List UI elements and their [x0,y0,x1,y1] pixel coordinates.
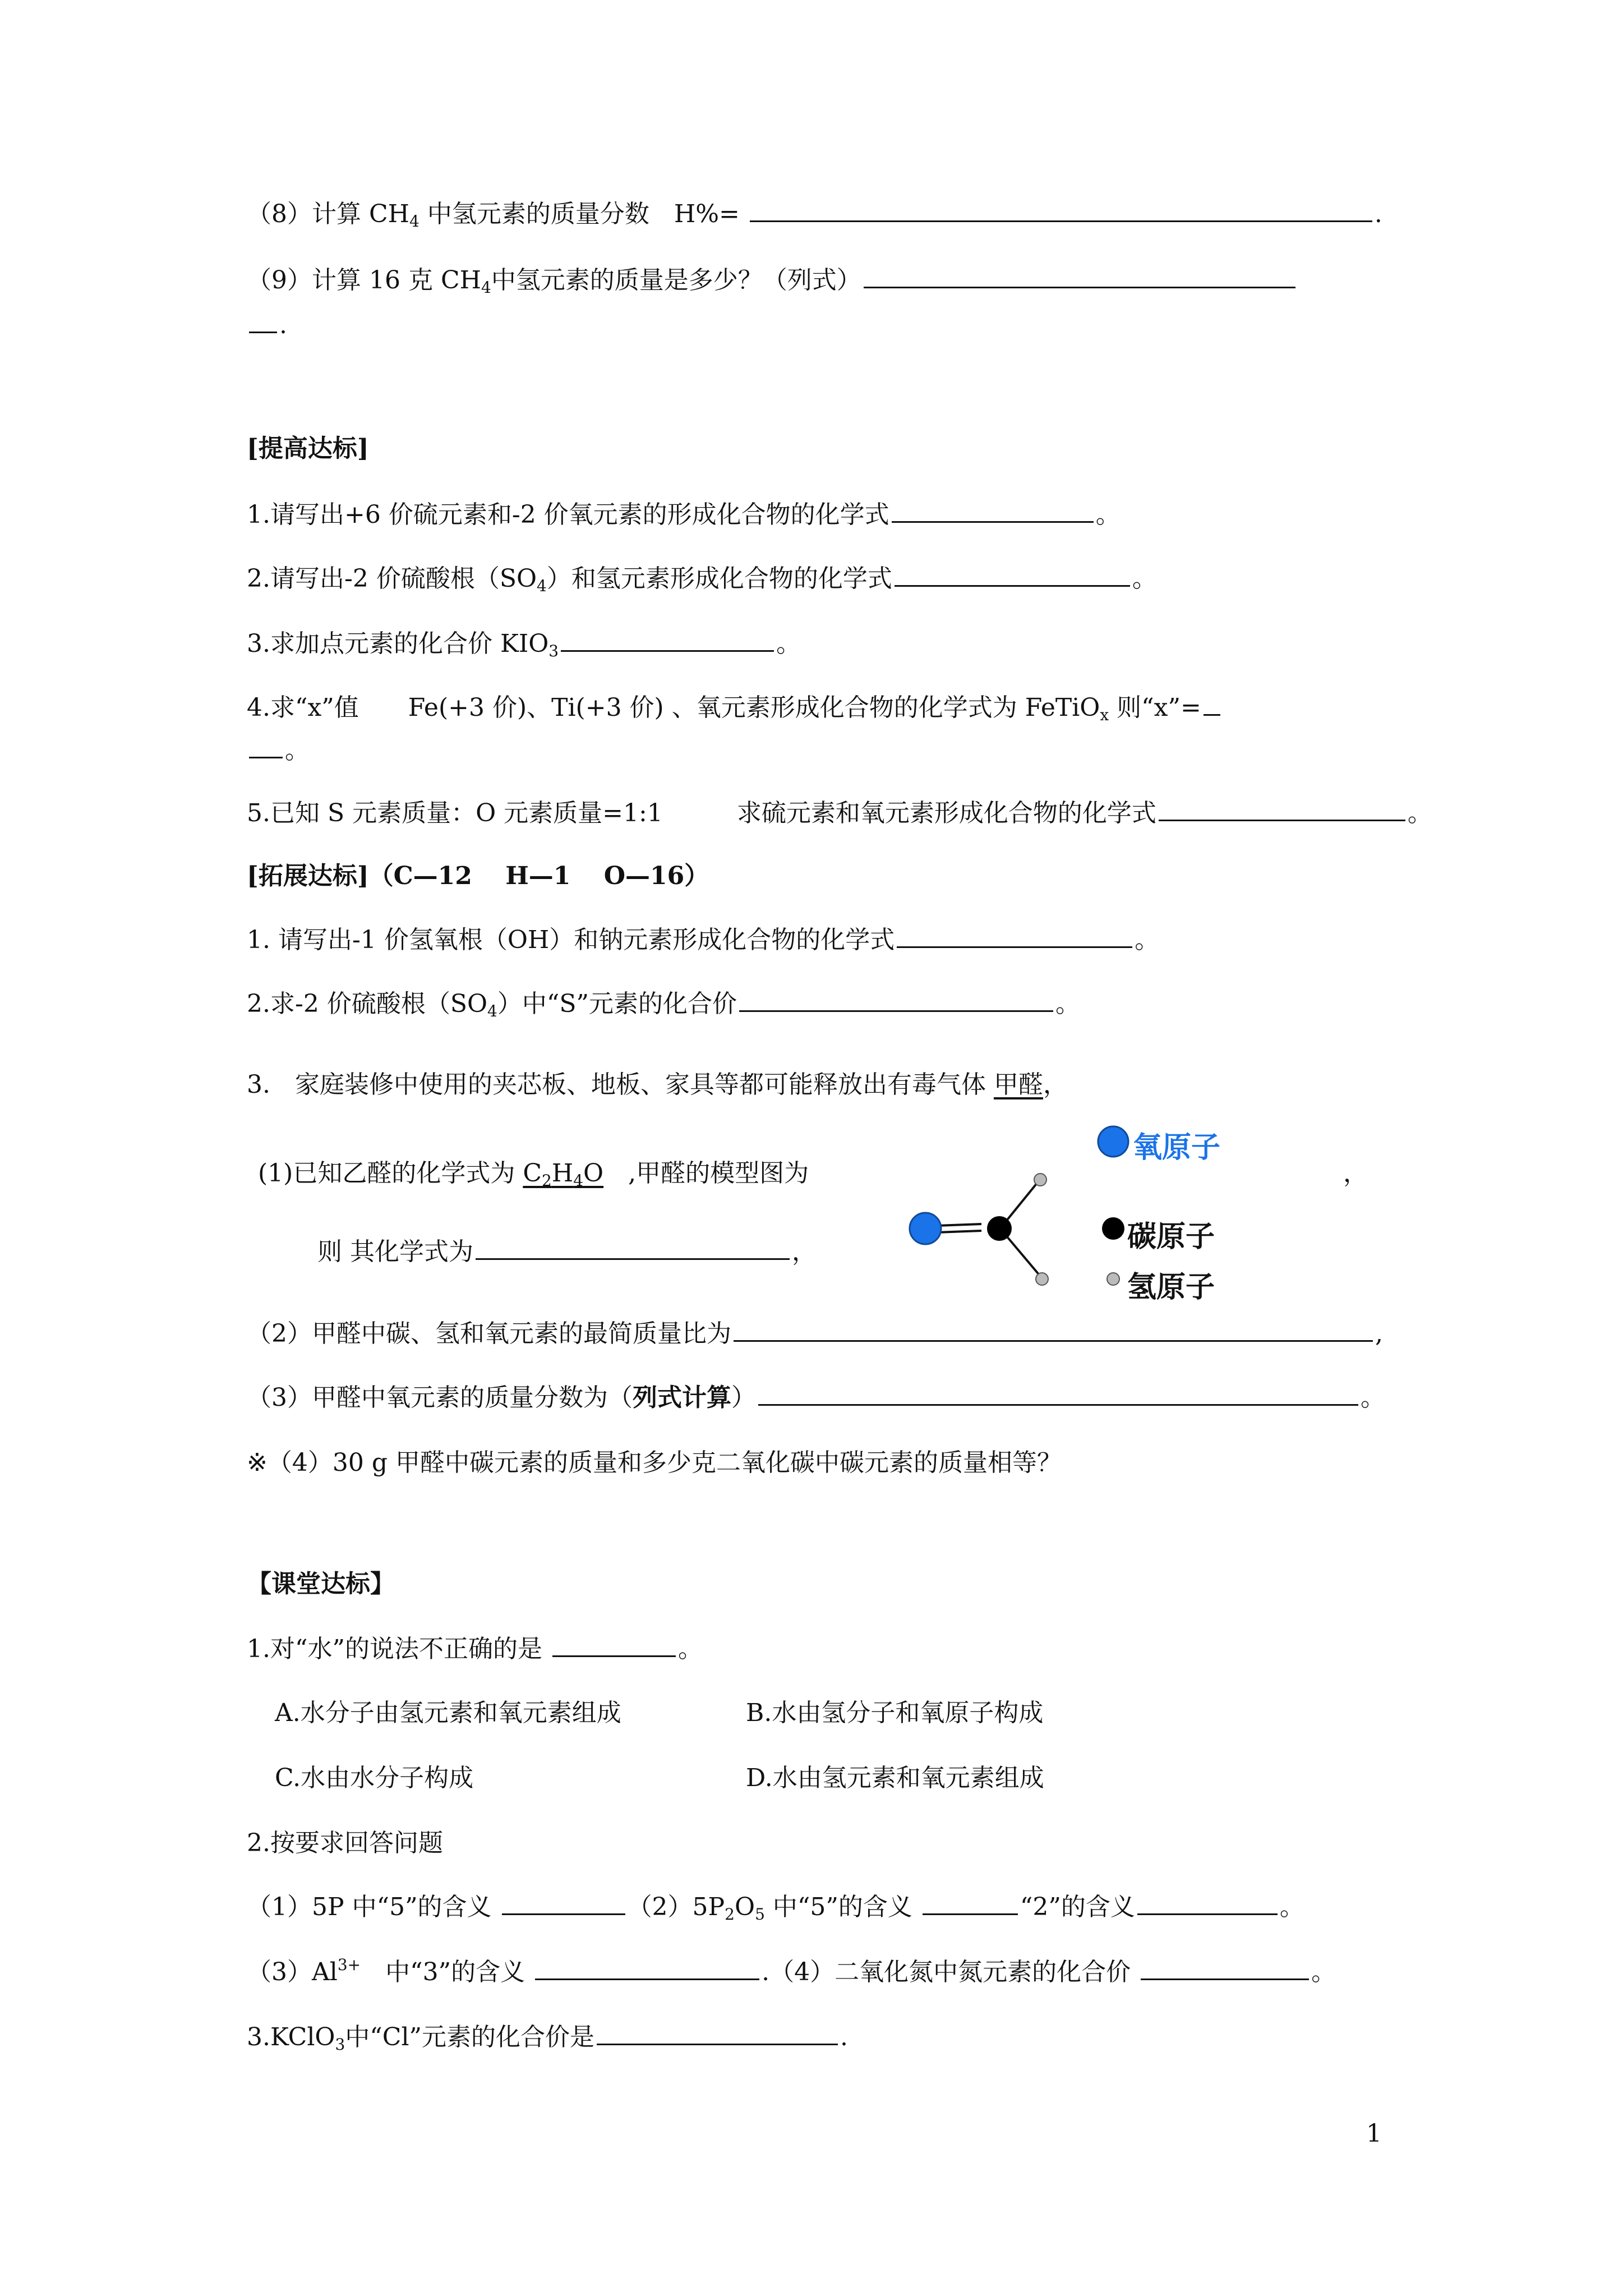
answer-blank[interactable] [750,198,1372,222]
answer-blank[interactable] [864,264,1295,288]
answer-blank[interactable] [561,628,774,652]
tuozhan-q3-1-formula: 则 其化学式为 ， [317,1235,817,1269]
answer-blank[interactable] [552,1633,676,1657]
carbon-legend-icon [1102,1217,1124,1240]
tuozhan-q3-3: （3）甲醛中氧元素的质量分数为（列式计算） 。 [247,1381,1385,1415]
ketang-q2: 2.按要求回答问题 [247,1829,443,1857]
section-heading-tigao: [提高达标] [247,434,369,463]
question-9: （9）计算 16 克 $CH_4$中氢元素的质量是多少？（列式） [247,264,1298,297]
answer-blank[interactable] [892,499,1094,523]
answer-blank[interactable] [597,2021,838,2045]
ketang-q2-1: （1）5P 中“5”的含义 $(2)5P_2O_5$ 中“5”的含义 “2”的含义 。 [247,1890,1304,1924]
tuozhan-q3-4: ※（4）30 g 甲醛中碳元素的质量和多少克二氧化碳中碳元素的质量相等？ [247,1448,1062,1477]
tuozhan-q3: 3. 家庭装修中使用的夹芯板、地板、家具等都可能释放出有毒气体 甲醛， [247,1070,1068,1099]
answer-blank[interactable] [734,1318,1373,1342]
tuozhan-q3-2: （2）甲醛中碳、氢和氧元素的最简质量比为 , [247,1317,1383,1351]
answer-blank[interactable] [1141,1956,1309,1980]
legend-carbon-label: 碳原子 [1127,1220,1215,1254]
answer-blank[interactable] [476,1236,790,1260]
ketang-q3: 3.KClO$_3$中“Cl”元素的化合价是 . [247,2021,848,2054]
answer-blank[interactable] [923,1891,1018,1915]
atom-legend-markers [1096,1125,1130,1304]
formaldehyde-model-diagram [897,1156,1099,1318]
hydrogen-atom [1036,1273,1048,1285]
oxygen-atom [910,1213,941,1244]
ketang-q1-option-c[interactable]: C.水由水分子构成 [275,1764,474,1792]
tigao-q2: 2.请写出-2 价硫酸根$(SO_4)$和氢元素形成化合物的化学式 。 [247,562,1157,596]
answer-blank[interactable] [895,563,1130,587]
page-number: 1 [1366,2119,1382,2148]
answer-blank[interactable] [502,1891,625,1915]
ketang-q1-option-d[interactable]: D.水由氢元素和氧元素组成 [746,1764,1044,1792]
tigao-q1: 1.请写出+6 价硫元素和-2 价氧元素的形成化合物的化学式 。 [247,498,1121,532]
legend-hydrogen-label: 氢原子 [1127,1271,1215,1304]
answer-blank[interactable] [758,1382,1358,1406]
answer-blank[interactable] [1204,692,1220,716]
section-heading-tuozhan: [拓展达标]（C—12 H—1 O—16） [247,862,709,890]
tigao-q4-cont: 。 [247,734,310,767]
tigao-q5: 5.已知 S 元素质量：O 元素质量=1:1 求硫元素和氧元素形成化合物的化学式 。 [247,797,1432,830]
answer-blank[interactable] [897,924,1132,948]
question-9-cont: . [247,309,287,342]
acetaldehyde-formula: $C_2H_4O$ [523,1159,604,1190]
tuozhan-q1: 1. 请写出-1 价氢氧根（OH）和钠元素形成化合物的化学式 。 [247,923,1159,957]
ketang-q1-option-b[interactable]: B.水由氢分子和氧原子构成 [746,1699,1044,1727]
double-bond-line [937,1224,981,1226]
tuozhan-q3-1: (1)已知乙醛的化学式为 $C_2H_4O$ ,甲醛的模型图为 [258,1159,809,1190]
oxygen-legend-icon [1098,1126,1128,1157]
ketang-q1: 1.对“水”的说法不正确的是 。 [247,1632,703,1666]
tuozhan-q2: 2.求-2 价硫酸根$(SO_4)$中“S”元素的化合价 。 [247,987,1080,1021]
tigao-q3: 3.求加点元素的化合价 $KIO_3$ 。 [247,627,801,661]
answer-blank[interactable] [535,1956,759,1980]
answer-blank[interactable] [249,309,277,333]
hydrogen-legend-icon [1107,1273,1119,1285]
double-bond-line [937,1231,981,1232]
answer-blank[interactable] [1137,1891,1278,1915]
carbon-atom [987,1216,1012,1241]
answer-blank[interactable] [739,988,1053,1012]
ketang-q1-option-a[interactable]: A.水分子由氢元素和氧元素组成 [275,1699,621,1727]
tigao-q4: 4.求“x”值 Fe(+3 价)、Ti(+3 价) 、氧元素形成化合物的化学式为 FeTiO$_x$ 则“x”= [247,691,1223,725]
question-8: （8）计算 $CH_4$ 中氢元素的质量分数 H%= . [247,197,1382,231]
section-heading-ketang: 【课堂达标】 [247,1570,395,1598]
ketang-q2-3: $(3)Al^{3+}$ 中“3”的含义 .（4）二氧化氮中氮元素的化合价 。 [247,1955,1336,1986]
answer-blank[interactable] [1159,797,1405,821]
hydrogen-atom [1034,1174,1046,1186]
legend-oxygen-label: 氧原子 [1133,1131,1221,1165]
answer-blank[interactable] [249,734,283,758]
